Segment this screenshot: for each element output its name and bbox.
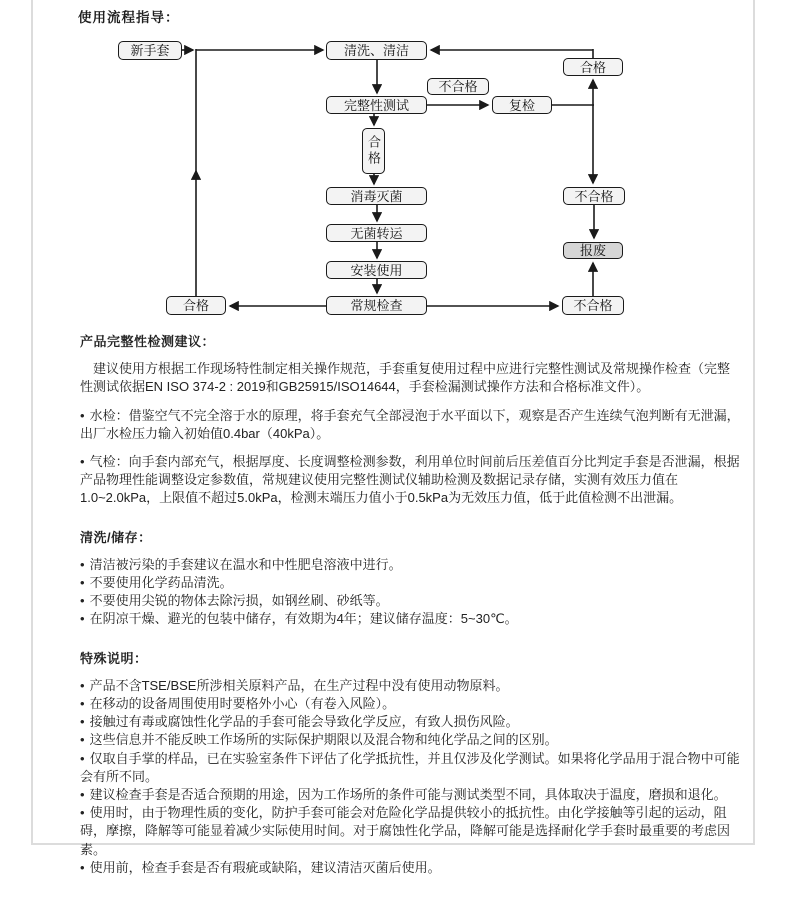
flow-node-disinfect: 消毒灭菌 xyxy=(326,187,427,205)
section-heading: 清洗/储存： xyxy=(80,529,152,545)
bullet-text: 清洁被污染的手套建议在温水和中性肥皂溶液中进行。 xyxy=(89,556,402,572)
section-0 xyxy=(80,333,742,508)
flow-node-scrap: 报废 xyxy=(563,242,623,259)
document-body xyxy=(80,333,742,898)
bullet-item xyxy=(80,695,742,713)
section-heading: 产品完整性检测建议： xyxy=(80,334,216,349)
bullet-marker: • xyxy=(80,805,85,821)
section-1 xyxy=(80,529,742,629)
flow-node-new-glove: 新手套 xyxy=(118,41,182,60)
bullet-text: 气检：向手套内部充气，根据厚度、长度调整检测参数，利用单位时间前后压差值百分比判定手套是否泄漏，根据产品物理性能调整设定参数值，常规建议使用完整性测试仪辅助检测及数据记录存储，实测有效压力值在1.0~2.0kPa，上限值不超过5.0kPa，检测末端压力值小于0.5kPa为无效压力值，低于此值检测不出泄漏。 xyxy=(80,454,740,506)
bullet-text: 水检：借鉴空气不完全溶于水的原理，将手套充气全部浸泡于水平面以下，观察是否产生连续气泡判断有无泄漏，出厂水检压力输入初始值0.4bar（40kPa）。 xyxy=(80,407,740,441)
bullet-marker: • xyxy=(80,714,85,730)
bullet-text: 不要使用尖锐的物体去除污损，如钢丝刷、砂纸等。 xyxy=(89,593,389,609)
flow-node-routine-check: 常规检查 xyxy=(326,296,427,315)
flow-node-sterile-transfer: 无菌转运 xyxy=(326,224,427,242)
flow-node-fail-right-lower: 不合格 xyxy=(562,296,624,315)
flow-node-fail-mid-label: 不合格 xyxy=(427,78,489,95)
bullet-text: 不要使用化学药品清洗。 xyxy=(89,575,233,591)
bullet-text: 在阴凉干燥、避光的包装中储存，有效期为4年；建议储存温度：5~30℃。 xyxy=(89,611,518,627)
bullet-marker: • xyxy=(80,611,85,627)
bullet-marker: • xyxy=(80,407,85,423)
bullet-marker: • xyxy=(80,750,85,766)
bullet-marker: • xyxy=(80,556,85,572)
flow-node-recheck: 复检 xyxy=(492,96,552,114)
bullet-item xyxy=(80,592,742,610)
flow-node-wash-clean: 清洗、清洁 xyxy=(326,41,427,60)
flow-node-install-use: 安装使用 xyxy=(326,261,427,279)
bullet-marker: • xyxy=(80,677,85,693)
usage-flowchart xyxy=(0,0,790,330)
bullet-text: 接触过有毒或腐蚀性化学品的手套可能会导致化学反应，有致人损伤风险。 xyxy=(89,714,519,730)
bullet-item xyxy=(80,574,742,592)
bullet-item xyxy=(80,731,742,749)
bullet-item xyxy=(80,713,742,731)
bullet-text: 建议检查手套是否适合预期的用途，因为工作场所的条件可能与测试类型不同，具体取决于温度，磨损和退化。 xyxy=(89,787,727,803)
bullet-text: 产品不含TSE/BSE所涉相关原料产品，在生产过程中没有使用动物原料。 xyxy=(89,677,509,693)
bullet-text: 这些信息并不能反映工作场所的实际保护期限以及混合物和纯化学品之间的区别。 xyxy=(89,732,558,748)
section-2 xyxy=(80,650,742,877)
bullet-marker: • xyxy=(80,859,85,875)
bullet-text: 使用时，由于物理性质的变化，防护手套可能会对危险化学品提供较小的抵抗性。由化学接触等引起的运动，阻碍，摩擦，降解等可能显着减少实际使用时间。对于腐蚀性化学品，降解可能是选择耐化学手套时最重要的考虑因素。 xyxy=(80,805,731,857)
bullet-item xyxy=(80,407,742,443)
bullet-item xyxy=(80,556,742,574)
flow-node-pass-bottom-left: 合格 xyxy=(166,296,226,315)
bullet-text: 仅取自手掌的样品，已在实验室条件下评估了化学抵抗性，并且仅涉及化学测试。如果将化学品用于混合物中可能会有所不同。 xyxy=(80,750,740,784)
bullet-marker: • xyxy=(80,696,85,712)
flow-node-integrity-test: 完整性测试 xyxy=(326,96,427,114)
bullet-marker: • xyxy=(80,787,85,803)
bullet-marker: • xyxy=(80,732,85,748)
bullet-item xyxy=(80,610,742,628)
bullet-item xyxy=(80,750,742,786)
bullet-item xyxy=(80,859,742,877)
bullet-item xyxy=(80,786,742,804)
flow-node-fail-right-upper: 不合格 xyxy=(563,187,625,205)
bullet-text: 在移动的设备周围使用时要格外小心（有卷入风险）。 xyxy=(89,696,396,712)
flowchart-title: 使用流程指导： xyxy=(78,10,180,25)
section-heading: 特殊说明： xyxy=(80,650,148,666)
bullet-item xyxy=(80,677,742,695)
paragraph: 建议使用方根据工作现场特性制定相关操作规范，手套重复使用过程中应进行完整性测试及常规操作检查（完整性测试依据EN ISO 374-2 : 2019和GB25915/ISO14644，手套检漏测试操作方法和合格标准文件）。 xyxy=(80,361,731,395)
bullet-marker: • xyxy=(80,593,85,609)
flow-node-pass-vertical: 合格 xyxy=(362,128,385,174)
bullet-item xyxy=(80,804,742,859)
bullet-marker: • xyxy=(80,575,85,591)
flow-node-pass-top-right: 合格 xyxy=(563,58,623,76)
bullet-item xyxy=(80,453,742,508)
bullet-marker: • xyxy=(80,454,85,470)
bullet-text: 使用前，检查手套是否有瑕疵或缺陷，建议清洁灭菌后使用。 xyxy=(89,859,441,875)
